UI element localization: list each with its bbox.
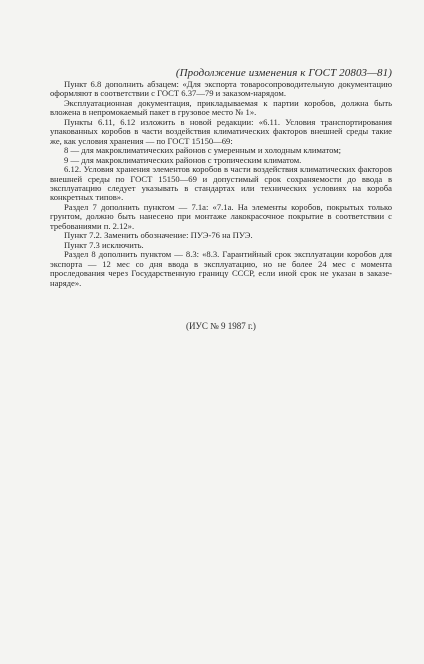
climate-item-9: 9 — для макроклиматических районов с тропическим климатом. <box>64 154 302 165</box>
paragraph-section-7: Раздел 7 дополнить пунктом — 7.1а: «7.1а. На элементы коробов, покрытых только грунтом, должно быть нанесено при монтаже лакокрасочное покрытие в соответствии с требованиями п. 2.12». <box>50 201 392 231</box>
paragraph-exploitation-docs: Эксплуатационная документация, прикладываемая к партии коробов, должна быть вложена в непромокаемый пакет в грузовое место № 1». <box>50 97 392 118</box>
paragraph-6-11-6-12: Пункты 6.11, 6.12 изложить в новой редакции: «6.11. Условия транспортирования упакованных коробов в части воздействия климатических факторов внешней среды такие же, как условия хранения — по ГОСТ 15150—69: <box>50 116 392 146</box>
paragraph-7-2: Пункт 7.2. Заменить обозначение: ПУЭ-76 на ПУЭ. <box>64 230 253 241</box>
ius-reference: (ИУС № 9 1987 г.) <box>186 321 256 331</box>
change-header: (Продолжение изменения к ГОСТ 20803—81) <box>175 67 392 79</box>
paragraph-section-8: Раздел 8 дополнить пунктом — 8.3: «8.3. Гарантийный срок эксплуатации коробов для экспорта — 12 мес со дня ввода в эксплуатацию, но не более 24 мес с момента проследования через Государственную границу СССР, если иной срок не указан в заказе-наряде». <box>50 249 392 288</box>
paragraph-6-8: Пункт 6.8 дополнить абзацем: «Для экспорта товаросопроводительную документацию оформляют в соответствии с ГОСТ 6.37—79 и заказом-нарядом. <box>50 79 392 99</box>
climate-item-8: 8 — для макроклиматических районов с умеренным и холодным климатом; <box>64 145 342 156</box>
document-body <box>50 80 392 288</box>
paragraph-7-3: Пункт 7.3 исключить. <box>64 239 144 250</box>
paragraph-6-12: 6.12. Условия хранения элементов коробов в части воздействия климатических факторов внешней среды по ГОСТ 15150—69 и допустимый срок сохраняемости до ввода в эксплуатацию следует указывать в стандартах или технических условиях на короба конкретных типов». <box>50 164 392 203</box>
